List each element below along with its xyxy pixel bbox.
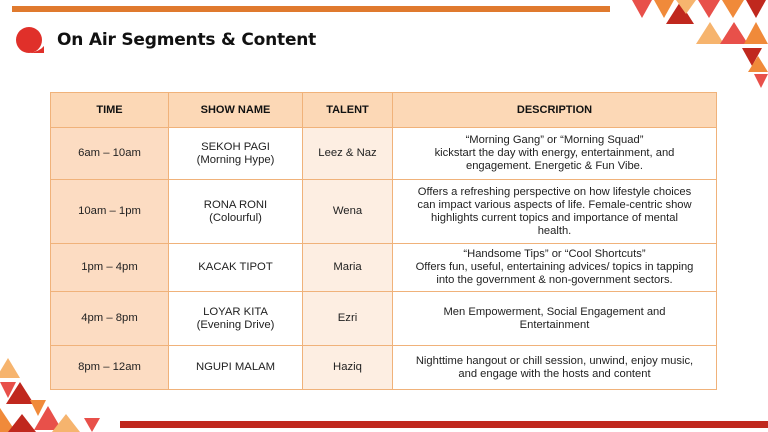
top-accent-bar: [12, 6, 610, 12]
header-time: TIME: [51, 93, 169, 128]
talent-cell: Maria: [303, 244, 393, 292]
show-subtitle: (Morning Hype): [196, 153, 275, 166]
table-row: [51, 244, 717, 292]
header-show-name: SHOW NAME: [169, 93, 303, 128]
talent-cell: Haziq: [303, 346, 393, 390]
triangle-pattern-top-right: [630, 0, 768, 95]
table-row: [51, 180, 717, 244]
description-line: “Handsome Tips” or “Cool Shortcuts”: [463, 248, 646, 260]
description-line: and engage with the hosts and content: [458, 367, 651, 380]
description-line: health.: [537, 224, 572, 237]
time-cell: 10am – 1pm: [51, 180, 169, 244]
talent-cell: Wena: [303, 180, 393, 244]
table-row: [51, 128, 717, 180]
talent-cell: Leez & Naz: [303, 128, 393, 180]
table-row: [51, 292, 717, 346]
show-name: KACAK TIPOT: [198, 261, 273, 273]
time-cell: 6am – 10am: [51, 128, 169, 180]
show-name-cell: [169, 292, 303, 346]
time-cell: 1pm – 4pm: [51, 244, 169, 292]
description-line: Entertainment: [519, 318, 590, 331]
description-line: “Morning Gang” or “Morning Squad”: [465, 134, 644, 146]
description-line: Offers fun, useful, entertaining advices/ topics in tapping: [415, 261, 694, 273]
description-cell: [393, 180, 717, 244]
talent-cell: Ezri: [303, 292, 393, 346]
description-line: engagement. Energetic & Fun Vibe.: [465, 160, 644, 172]
description-line: can impact various aspects of life. Female-centric show: [417, 198, 692, 211]
show-name-cell: [169, 244, 303, 292]
description-line: Men Empowerment, Social Engagement and: [443, 305, 666, 318]
show-name: NGUPI MALAM: [195, 361, 276, 373]
show-name-cell: [169, 180, 303, 244]
header-description: DESCRIPTION: [393, 93, 717, 128]
description-cell: [393, 244, 717, 292]
time-cell: 4pm – 8pm: [51, 292, 169, 346]
description-line: into the government & non-government sectors.: [436, 274, 673, 286]
show-subtitle: (Evening Drive): [196, 318, 275, 331]
brand-logo-icon: [14, 26, 44, 56]
description-line: Offers a refreshing perspective on how lifestyle choices: [417, 185, 692, 198]
show-name-cell: [169, 346, 303, 390]
description-cell: [393, 292, 717, 346]
bottom-accent-bar: [120, 421, 768, 428]
show-name: SEKOH PAGI: [201, 140, 270, 153]
description-line: Nighttime hangout or chill session, unwind, enjoy music,: [415, 354, 694, 367]
page-title: On Air Segments & Content: [57, 30, 317, 50]
table-row: [51, 346, 717, 390]
segments-table: [50, 92, 717, 390]
time-cell: 8pm – 12am: [51, 346, 169, 390]
show-subtitle: (Colourful): [209, 211, 262, 224]
show-name: RONA RONI: [203, 198, 268, 211]
description-cell: [393, 346, 717, 390]
description-line: highlights current topics and importance of mental: [431, 211, 678, 224]
table-header-row: [51, 93, 717, 128]
show-name: LOYAR KITA: [203, 305, 268, 318]
description-cell: [393, 128, 717, 180]
show-name-cell: [169, 128, 303, 180]
description-line: kickstart the day with energy, entertainment, and: [434, 147, 675, 159]
header-talent: TALENT: [303, 93, 393, 128]
